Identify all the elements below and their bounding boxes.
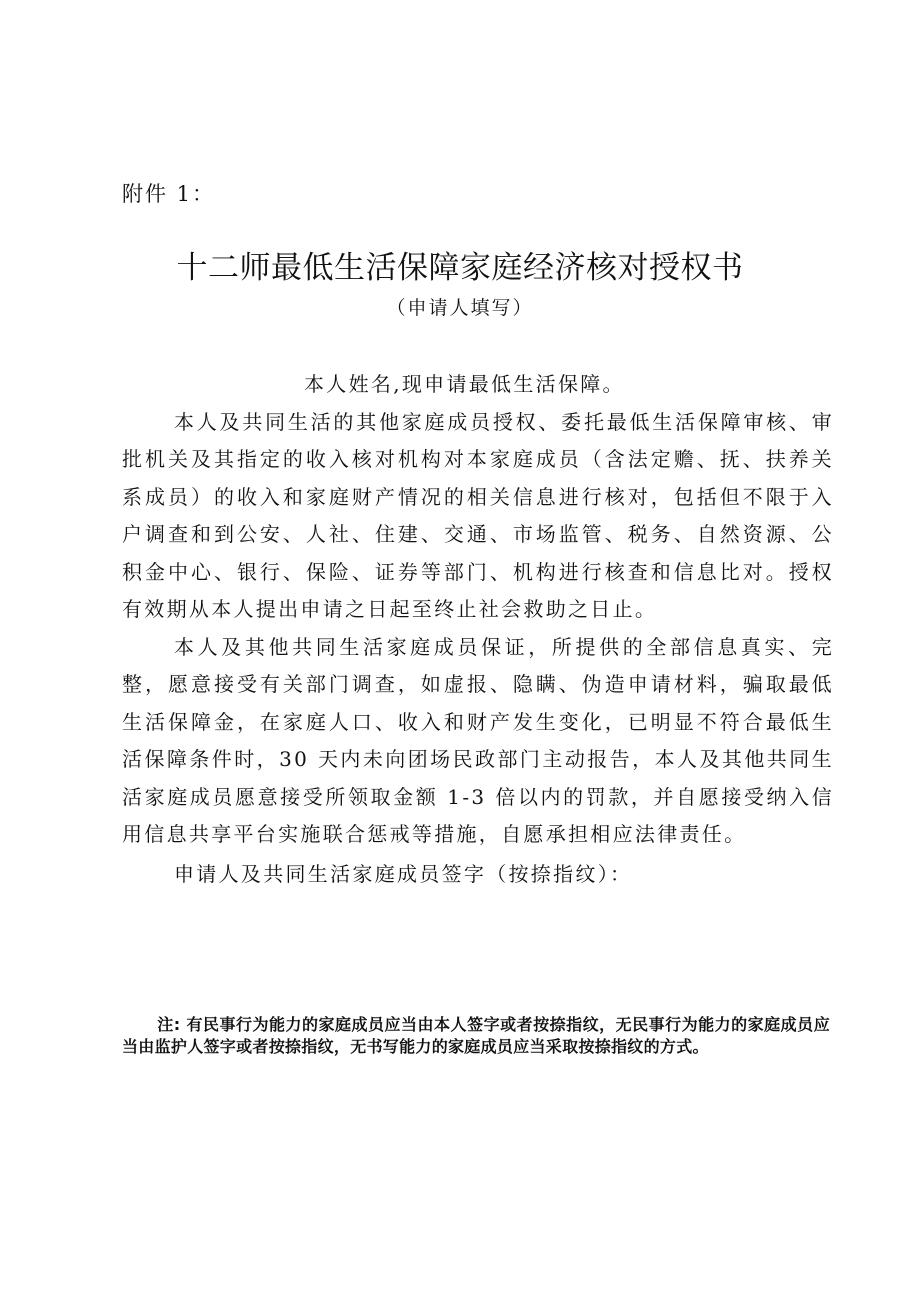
signature-line: 申请人及共同生活家庭成员签字（按捺指纹）： [174, 861, 633, 886]
guarantee-paragraph: 本人及其他共同生活家庭成员保证，所提供的全部信息真实、完整，愿意接受有关部门调查，如虚报、隐瞒、伪造申请材料，骗取最低生活保障金，在家庭人口、收入和财产发生变化，已明显不符合最低生活保障条件时，30 天内未向团场民政部门主动报告，本人及其他共同生活家庭成员愿意接受所领取金额 1-3 倍以内的罚款，并自愿接受纳入信用信息共享平台实施联合惩戒等措施，自愿承担相应法律责任。 [122, 634, 834, 846]
intro-paragraph: 本人姓名,现申请最低生活保障。 [304, 372, 625, 396]
attachment-label: 附件 1： [122, 182, 216, 206]
footnote: 注: 有民事行为能力的家庭成员应当由本人签字或者按捺指纹，无民事行为能力的家庭成员应当由监护人签字或者按捺指纹，无书写能力的家庭成员应当采取按捺指纹的方式。 [122, 1015, 830, 1056]
document-title: 十二师最低生活保障家庭经济核对授权书 [176, 250, 744, 286]
document-body [122, 366, 834, 893]
document-subtitle: （申请人填写） [386, 297, 534, 319]
authorization-paragraph: 本人及共同生活的其他家庭成员授权、委托最低生活保障审核、审批机关及其指定的收入核对机构对本家庭成员（含法定赡、抚、扶养关系成员）的收入和家庭财产情况的相关信息进行核对，包括但不限于入户调查和到公安、人社、住建、交通、市场监管、税务、自然资源、公积金中心、银行、保险、证券等部门、机构进行核查和信息比对。授权有效期从本人提出申请之日起至终止社会救助之日止。 [122, 409, 834, 621]
